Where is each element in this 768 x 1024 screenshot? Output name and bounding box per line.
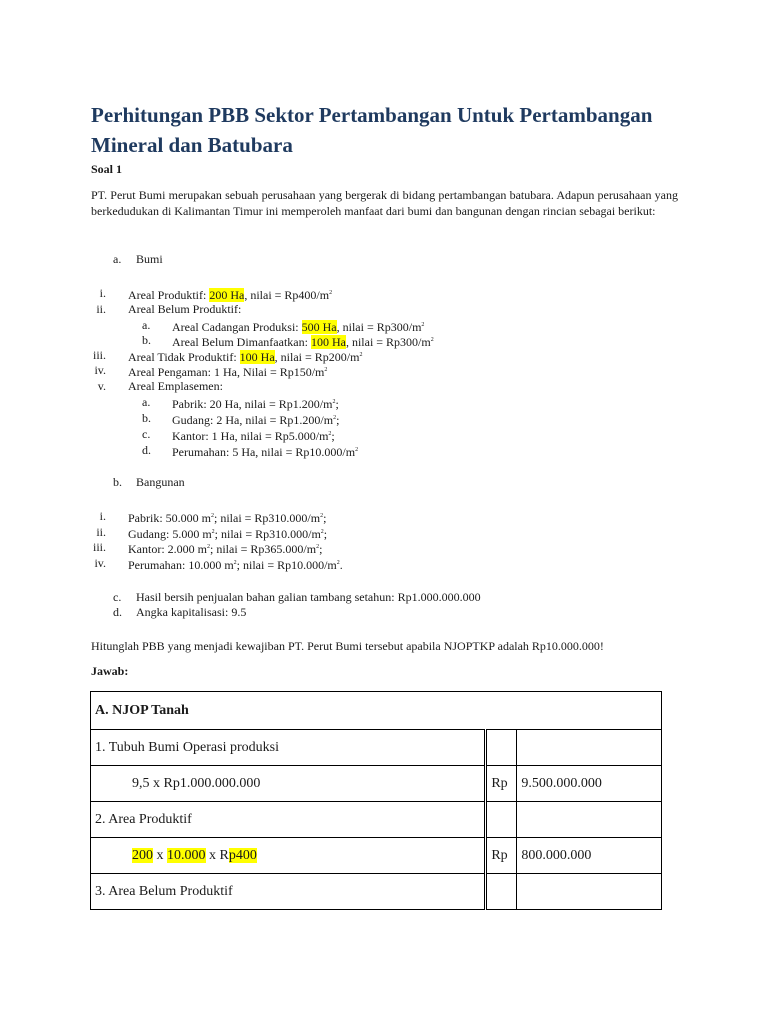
- soal-heading: Soal 1: [91, 162, 123, 176]
- table-cell-currency: [486, 730, 517, 766]
- bumi-v-a-text: Pabrik: 20 Ha, nilai = $Rp1.200/m^2$;: [172, 397, 339, 411]
- bumi-iii-text: Areal Tidak Produktif: 100 Ha, nilai = $Rp200/m^2$: [128, 350, 363, 364]
- bangunan-ii-text: Gudang: 5.000 $m^2$; nilai = $Rp310.000/m^2$;: [128, 527, 328, 541]
- bumi-v-b-text: Gudang: 2 Ha, nilai = $Rp1.200/m^2$;: [172, 413, 340, 427]
- bangunan-i-num: i.: [99, 509, 106, 523]
- bumi-i-num: i.: [99, 286, 106, 300]
- intro-paragraph: PT. Perut Bumi merupakan sebuah perusahaan yang bergerak di bidang pertambangan batubara. Adapun perusahaan yang berkedudukan di Kalimantan Timur ini memperoleh manfaat dari bumi dan bangunan dengan rincian sebagai berikut:: [91, 188, 678, 218]
- table-row: [91, 802, 662, 838]
- section-c-marker: c.: [113, 590, 122, 604]
- table-cell-currency: Rp: [486, 766, 517, 802]
- bumi-v-c-marker: c.: [142, 427, 151, 441]
- bumi-v-d-text: Perumahan: 5 Ha, nilai = $Rp10.000/m^2$: [172, 445, 359, 459]
- table-cell-value: 800.000.000: [517, 838, 662, 874]
- question-text: Hitunglah PBB yang menjadi kewajiban PT. Perut Bumi tersebut apabila NJOPTKP adalah Rp10.000.000!: [91, 639, 604, 653]
- bumi-ii-b-text: Areal Belum Dimanfaatkan: 100 Ha, nilai = $Rp300/m^2$: [172, 335, 434, 349]
- table-cell-value: 9.500.000.000: [517, 766, 662, 802]
- section-d-text: Angka kapitalisasi: 9.5: [136, 605, 247, 619]
- table-row: [91, 766, 662, 802]
- title-line-1: Perhitungan PBB Sektor Pertambangan Untuk Pertambangan: [91, 103, 653, 127]
- bangunan-i-text: Pabrik: 50.000 $m^2$; nilai = $Rp310.000/m^2$;: [128, 511, 327, 525]
- section-a-label: Bumi: [136, 252, 163, 266]
- title-line-2: Mineral dan Batubara: [91, 133, 293, 157]
- bangunan-iii-text: Kantor: 2.000 $m^2$; nilai = $Rp365.000/m^2$;: [128, 542, 323, 556]
- page-title: [91, 100, 691, 160]
- bangunan-ii-num: ii.: [96, 525, 106, 539]
- bumi-v-a-marker: a.: [142, 395, 151, 409]
- bumi-ii-num: ii.: [96, 302, 106, 316]
- bumi-ii-text: Areal Belum Produktif:: [128, 302, 242, 316]
- bangunan-iii-num: iii.: [92, 540, 106, 554]
- section-d-marker: d.: [113, 605, 122, 619]
- bumi-v-num: v.: [97, 379, 106, 393]
- bumi-iv-text: Areal Pengaman: 1 Ha, Nilai = $Rp150/m^2$: [128, 365, 328, 379]
- table-cell-currency: [486, 874, 517, 910]
- bumi-v-text: Areal Emplasemen:: [128, 379, 223, 393]
- bumi-ii-a-marker: a.: [142, 318, 151, 332]
- table-row: [91, 692, 662, 730]
- section-b-marker: b.: [113, 475, 122, 489]
- table-cell-calc: 200 x 10.000 x Rp400: [91, 838, 486, 874]
- table-cell-label: 1. Tubuh Bumi Operasi produksi: [91, 730, 486, 766]
- table-row: [91, 874, 662, 910]
- table-cell-currency: Rp: [486, 838, 517, 874]
- table-cell-value: [517, 730, 662, 766]
- table-row: [91, 730, 662, 766]
- bumi-i-text: Areal Produktif: 200 Ha, nilai = $Rp400/m^2$: [128, 288, 333, 302]
- bumi-v-d-marker: d.: [142, 443, 151, 457]
- jawab-heading: Jawab:: [91, 664, 129, 678]
- table-cell-label: 2. Area Produktif: [91, 802, 486, 838]
- table-cell-calc: 9,5 x Rp1.000.000.000: [91, 766, 486, 802]
- bumi-ii-b-marker: b.: [142, 333, 151, 347]
- table-header-cell: A. NJOP Tanah: [91, 692, 662, 730]
- section-a-marker: a.: [113, 252, 122, 266]
- bumi-ii-a-text: Areal Cadangan Produksi: 500 Ha, nilai = $Rp300/m^2$: [172, 320, 425, 334]
- bumi-v-b-marker: b.: [142, 411, 151, 425]
- section-c-text: Hasil bersih penjualan bahan galian tambang setahun: Rp1.000.000.000: [136, 590, 481, 604]
- table-cell-value: [517, 802, 662, 838]
- bumi-iii-num: iii.: [92, 348, 106, 362]
- table-row: [91, 838, 662, 874]
- bumi-iv-num: iv.: [94, 363, 106, 377]
- table-cell-currency: [486, 802, 517, 838]
- bangunan-iv-text: Perumahan: 10.000 $m^2$; nilai = $Rp10.000/m^2$.: [128, 558, 343, 572]
- table-cell-value: [517, 874, 662, 910]
- bangunan-iv-num: iv.: [94, 556, 106, 570]
- table-cell-label: 3. Area Belum Produktif: [91, 874, 486, 910]
- section-b-label: Bangunan: [136, 475, 185, 489]
- njop-table: [90, 691, 662, 910]
- bumi-v-c-text: Kantor: 1 Ha, nilai = $Rp5.000/m^2$;: [172, 429, 335, 443]
